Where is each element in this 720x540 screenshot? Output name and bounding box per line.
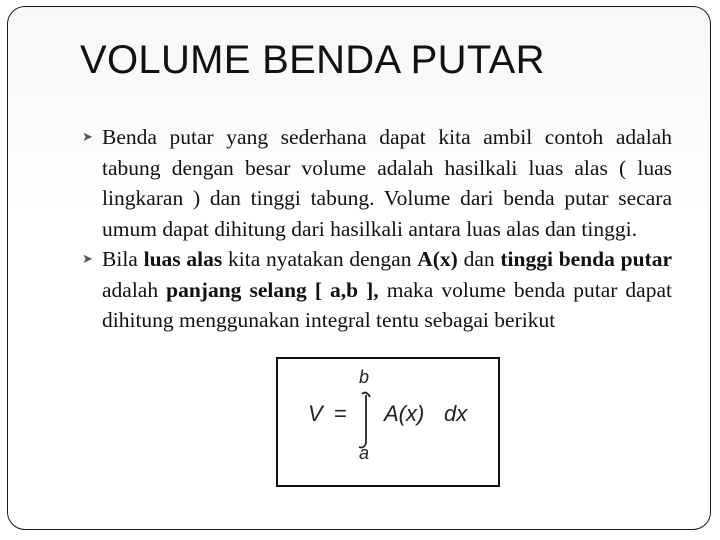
bullet-2-bold-luas-alas: luas alas <box>143 247 223 271</box>
formula-lhs: V <box>308 401 323 426</box>
formula-upper-limit: b <box>359 367 370 387</box>
integral-formula-box <box>276 357 500 487</box>
arrow-bullet-icon: ➤ <box>82 129 93 144</box>
slide-body <box>82 122 672 336</box>
bullet-2-bold-tinggi: tinggi benda putar <box>500 247 672 271</box>
bullet-2-text-3: kita nyatakan dengan <box>222 247 418 271</box>
integral-sign-icon <box>359 393 370 448</box>
bullet-2-text-9: maka volume benda putar dapat dihitung menggunakan integral tentu sebagai berikut <box>102 277 672 332</box>
bullet-2-text-1: Bila <box>102 247 144 271</box>
bullet-2-text-5: dan <box>457 247 501 271</box>
formula-differential: dx <box>444 401 468 426</box>
bullet-2-text-7: adalah <box>102 277 167 302</box>
bullet-2-bold-selang: panjang selang [ a,b ], <box>166 277 379 302</box>
arrow-bullet-icon: ➤ <box>82 251 93 266</box>
formula-lower-limit: a <box>359 443 370 463</box>
bullet-paragraph-1 <box>82 122 672 244</box>
slide-title: VOLUME BENDA PUTAR <box>80 38 545 82</box>
bullet-2-bold-ax: A(x) <box>417 247 458 271</box>
bullet-1-text: Benda putar yang sederhana dapat kita ambil contoh adalah tabung dengan besar volume adalah hasilkali luas alas ( luas lingkaran ) dan tinggi tabung. Volume dari benda putar secara umum dapat dihitung dari hasilkali antara luas alas dan tinggi. <box>102 125 672 241</box>
integral-formula <box>278 359 498 485</box>
formula-equals: = <box>334 401 347 426</box>
bullet-paragraph-2 <box>82 244 672 336</box>
formula-integrand: A(x) <box>384 401 425 426</box>
